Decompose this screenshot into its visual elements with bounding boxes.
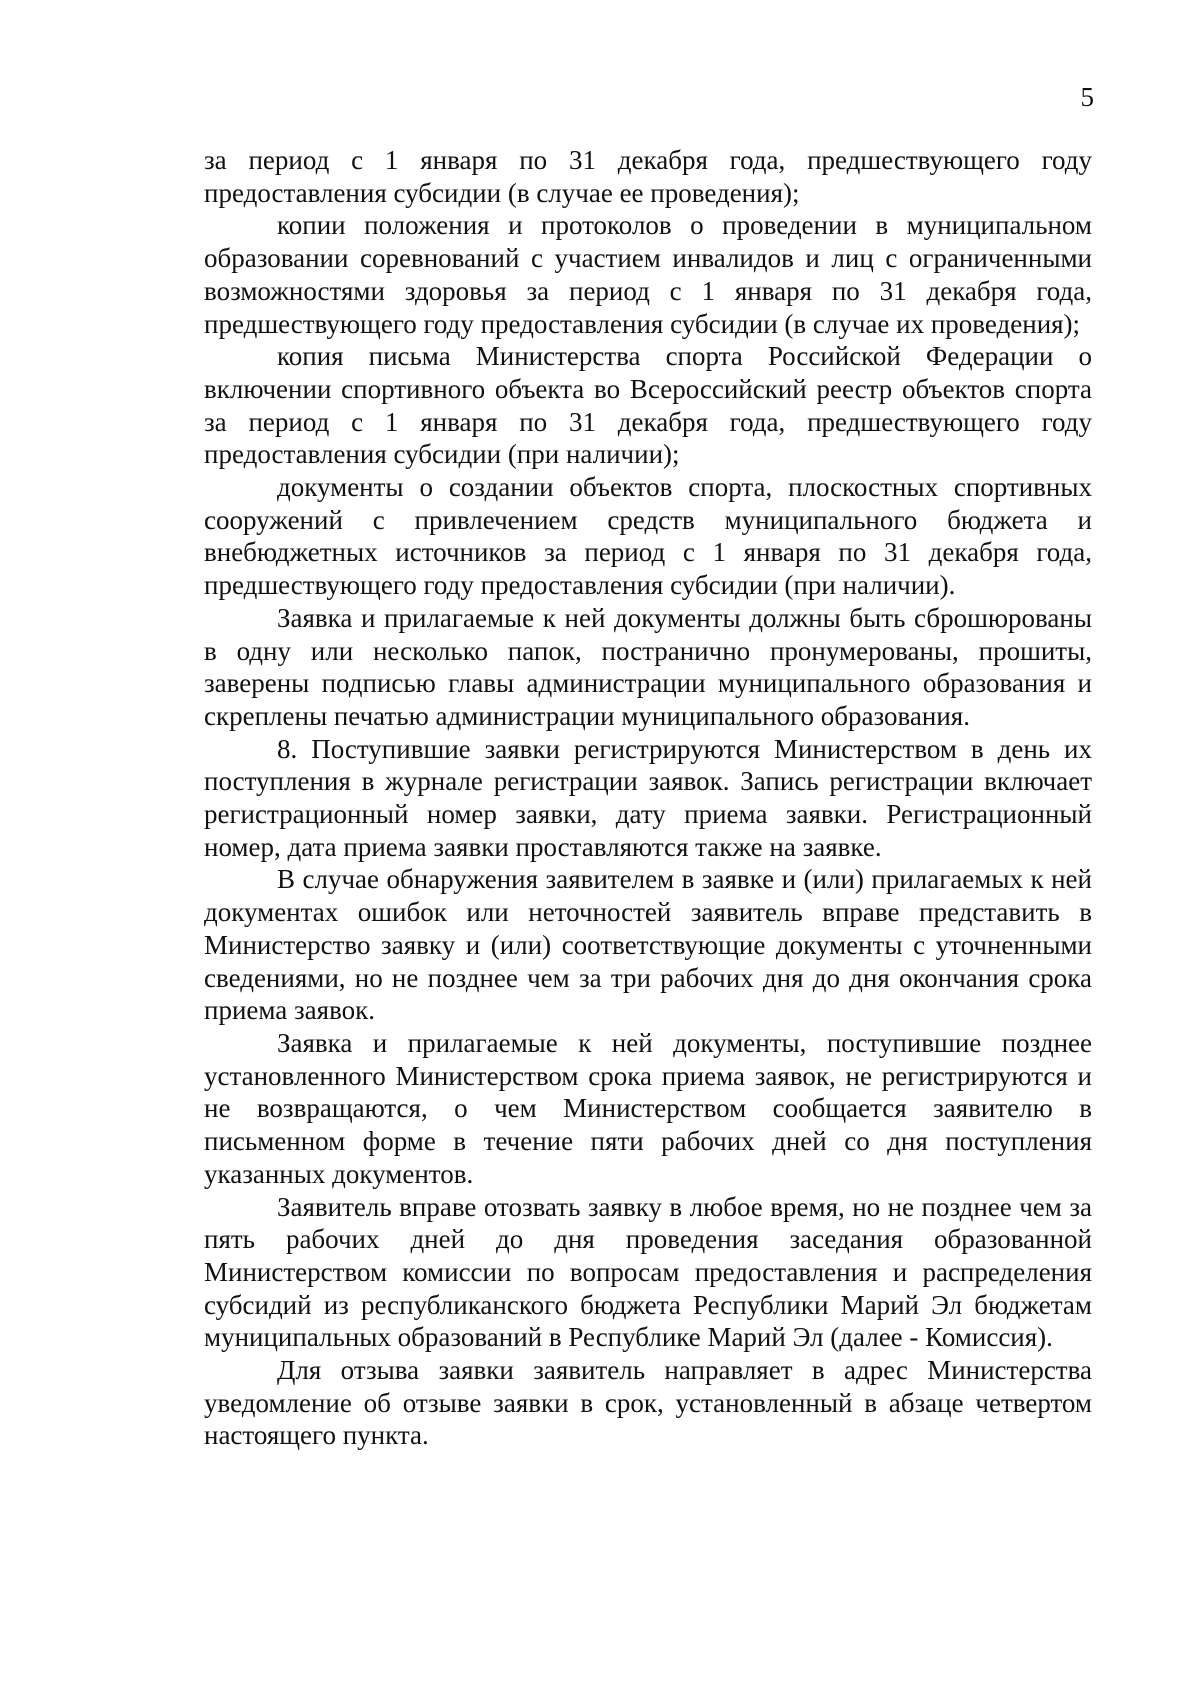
- paragraph-application-binding: Заявка и прилагаемые к ней документы должны быть сброшюрованы в одну или несколько папок, постранично пронумерованы, прошиты, заверены подписью главы администрации муниципального образования и скреплены печатью администрации муниципального образования.: [204, 602, 1092, 731]
- paragraph-competition-documents: копии положения и протоколов о проведении в муниципальном образовании соревнований с участием инвалидов и лиц с ограниченными возможностями здоровья за период с 1 января по 31 декабря года, предшествующего году предоставления субсидии (в случае их проведения);: [204, 210, 1092, 339]
- document-body: [204, 144, 1092, 1452]
- paragraph-sports-facilities: документы о создании объектов спорта, плоскостных спортивных сооружений с привлечением средств муниципального бюджета и внебюджетных источников за период с 1 января по 31 декабря года, предшествующего году предоставления субсидии (при наличии).: [204, 472, 1092, 601]
- paragraph-withdrawal-notice: Для отзыва заявки заявитель направляет в адрес Министерства уведомление об отзыве заявки в срок, установленный в абзаце четвертом настоящего пункта.: [204, 1355, 1092, 1451]
- paragraph-continuation: за период с 1 января по 31 декабря года, предшествующего году предоставления субсидии (в случае ее проведения);: [204, 145, 1092, 208]
- paragraph-registration: 8. Поступившие заявки регистрируются Министерством в день их поступления в журнале регистрации заявок. Запись регистрации включает регистрационный номер заявки, дату приема заявки. Регистрационный номер, дата приема заявки проставляются также на заявке.: [204, 733, 1092, 862]
- paragraph-corrections: В случае обнаружения заявителем в заявке и (или) прилагаемых к ней документах ошибок или неточностей заявитель вправе представить в Министерство заявку и (или) соответствующие документы с уточненными сведениями, но не позднее чем за три рабочих дня до дня окончания срока приема заявок.: [204, 864, 1092, 1026]
- paragraph-late-applications: Заявка и прилагаемые к ней документы, поступившие позднее установленного Министерством срока приема заявок, не регистрируются и не возвращаются, о чем Министерством сообщается заявителю в письменном форме в течение пяти рабочих дней со дня поступления указанных документов.: [204, 1027, 1092, 1189]
- paragraph-withdrawal-right: Заявитель вправе отозвать заявку в любое время, но не позднее чем за пять рабочих дней до дня проведения заседания образованной Министерством комиссии по вопросам предоставления и распределения субсидий из республиканского бюджета Республики Марий Эл бюджетам муниципальных образований в Республике Марий Эл (далее - Комиссия).: [204, 1191, 1092, 1353]
- paragraph-ministry-letter: копия письма Министерства спорта Российской Федерации о включении спортивного объекта во Всероссийский реестр объектов спорта за период с 1 января по 31 декабря года, предшествующего году предоставления субсидии (при наличии);: [204, 341, 1092, 470]
- page-number: 5: [1080, 82, 1094, 112]
